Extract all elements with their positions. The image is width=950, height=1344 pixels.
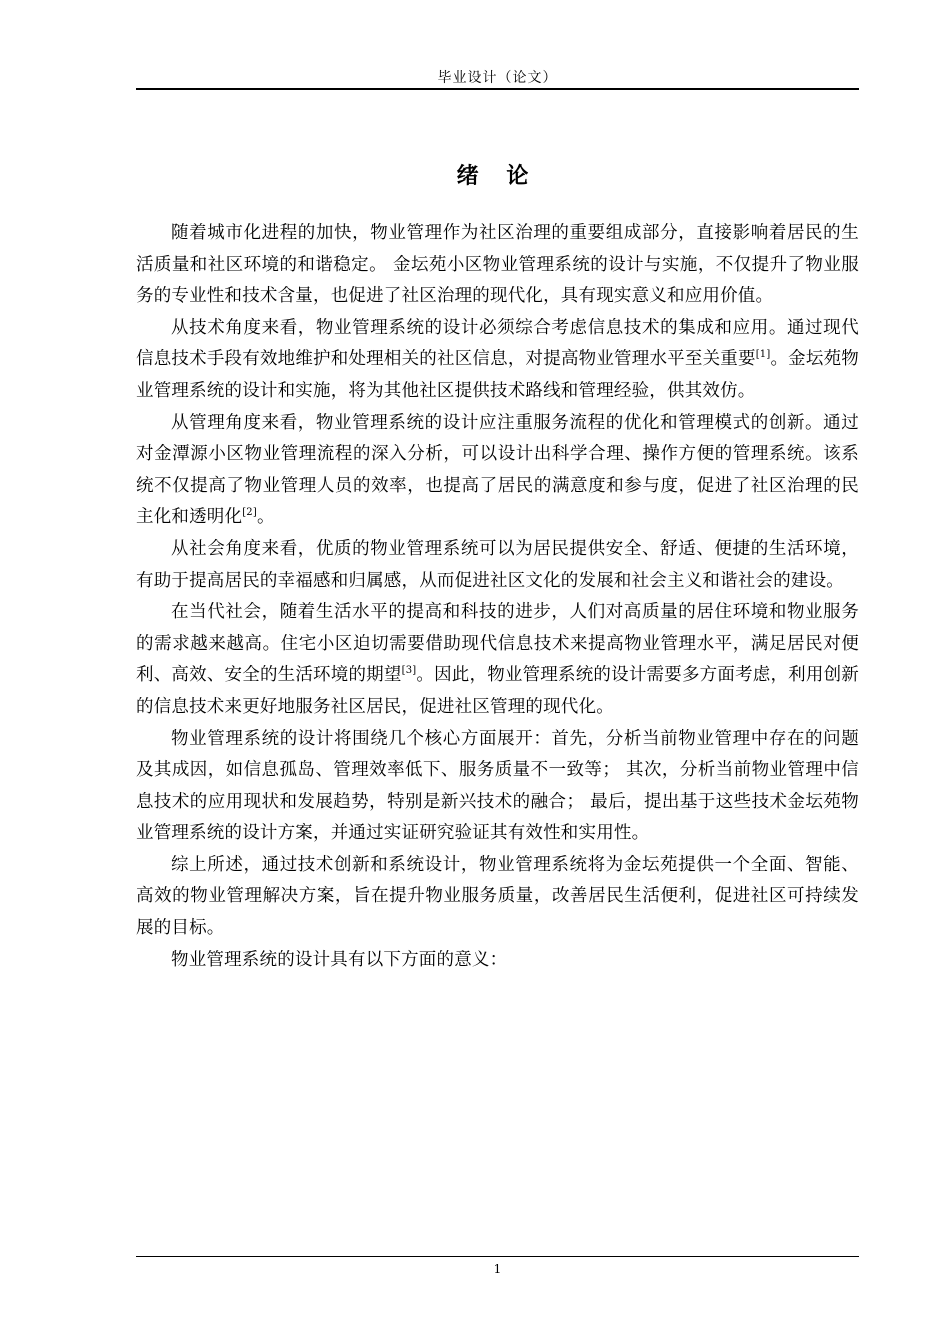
paragraph-5 <box>136 597 859 723</box>
paragraph-5-text-after: 。因此，物业管理系统的设计需要多方面考虑，利用创新的信息技术来更好地服务社区居民，促进社区管理的现代化。 <box>136 665 860 717</box>
page-number: 1 <box>493 1262 502 1276</box>
paragraph-8-text: 物业管理系统的设计具有以下方面的意义： <box>171 949 508 970</box>
citation-3: [3] <box>401 665 417 677</box>
paragraph-7 <box>136 850 859 945</box>
footer-rule <box>136 1256 859 1257</box>
citation-2: [2] <box>242 507 257 519</box>
paragraph-6 <box>136 724 859 850</box>
paragraph-4-text: 从社会角度来看，优质的物业管理系统可以为居民提供安全、舒适、便捷的生活环境，有助于提高居民的幸福感和归属感，从而促进社区文化的发展和社会主义和谐社会的建设。 <box>136 538 859 591</box>
paragraph-2-text-after: 。金坛苑物业管理系统的设计和实施，将为其他社区提供技术路线和管理经验，供其效仿。 <box>136 349 859 401</box>
header-rule <box>136 88 859 90</box>
paragraph-6-text: 物业管理系统的设计将围绕几个核心方面展开：首先，分析当前物业管理中存在的问题及其成因，如信息孤岛、管理效率低下、服务质量不一致等； 其次，分析当前物业管理中信息技术的应用现状和发展趋势，特别是新兴技术的融合； 最后，提出基于这些技术金坛苑物业管理系统的设计方案，并通过实证研究验证其有效性和实用性。 <box>136 728 859 844</box>
paragraph-5-text: 在当代社会，随着生活水平的提高和科技的进步，人们对高质量的居住环境和物业服务的需求越来越高。住宅小区迫切需要借助现代信息技术来提高物业管理水平，满足居民对便利、高效、安全的生活环境的期望 <box>136 602 859 686</box>
paragraph-3-text-after: 。 <box>256 507 275 528</box>
paragraph-4 <box>136 534 859 597</box>
paragraph-8 <box>136 945 859 977</box>
paragraph-1 <box>136 218 859 313</box>
paragraph-2-text: 从技术角度来看，物业管理系统的设计必须综合考虑信息技术的集成和应用。通过现代信息技术手段有效地维护和处理相关的社区信息，对提高物业管理水平至关重要 <box>136 317 859 370</box>
paragraph-3-text: 从管理角度来看，物业管理系统的设计应注重服务流程的优化和管理模式的创新。通过对金潭源小区物业管理流程的深入分析，可以设计出科学合理、操作方便的管理系统。该系统不仅提高了物业管理人员的效率，也提高了居民的满意度和参与度，促进了社区治理的民主化和透明化 <box>136 412 859 528</box>
body-text <box>136 218 859 976</box>
paragraph-3 <box>136 408 859 534</box>
paragraph-1-text: 随着城市化进程的加快，物业管理作为社区治理的重要组成部分，直接影响着居民的生活质量和社区环境的和谐稳定。 金坛苑小区物业管理系统的设计与实施，不仅提升了物业服务的专业性和技术含量，也促进了社区治理的现代化，具有现实意义和应用价值。 <box>136 223 859 307</box>
paragraph-2 <box>136 313 859 408</box>
chapter-title: 绪 论 <box>456 163 539 189</box>
paragraph-7-text: 综上所述，通过技术创新和系统设计，物业管理系统将为金坛苑提供一个全面、智能、高效的物业管理解决方案，旨在提升物业服务质量，改善居民生活便利，促进社区可持续发展的目标。 <box>136 854 859 939</box>
citation-1: [1] <box>755 349 771 361</box>
running-header-title: 毕业设计（论文） <box>437 70 558 86</box>
